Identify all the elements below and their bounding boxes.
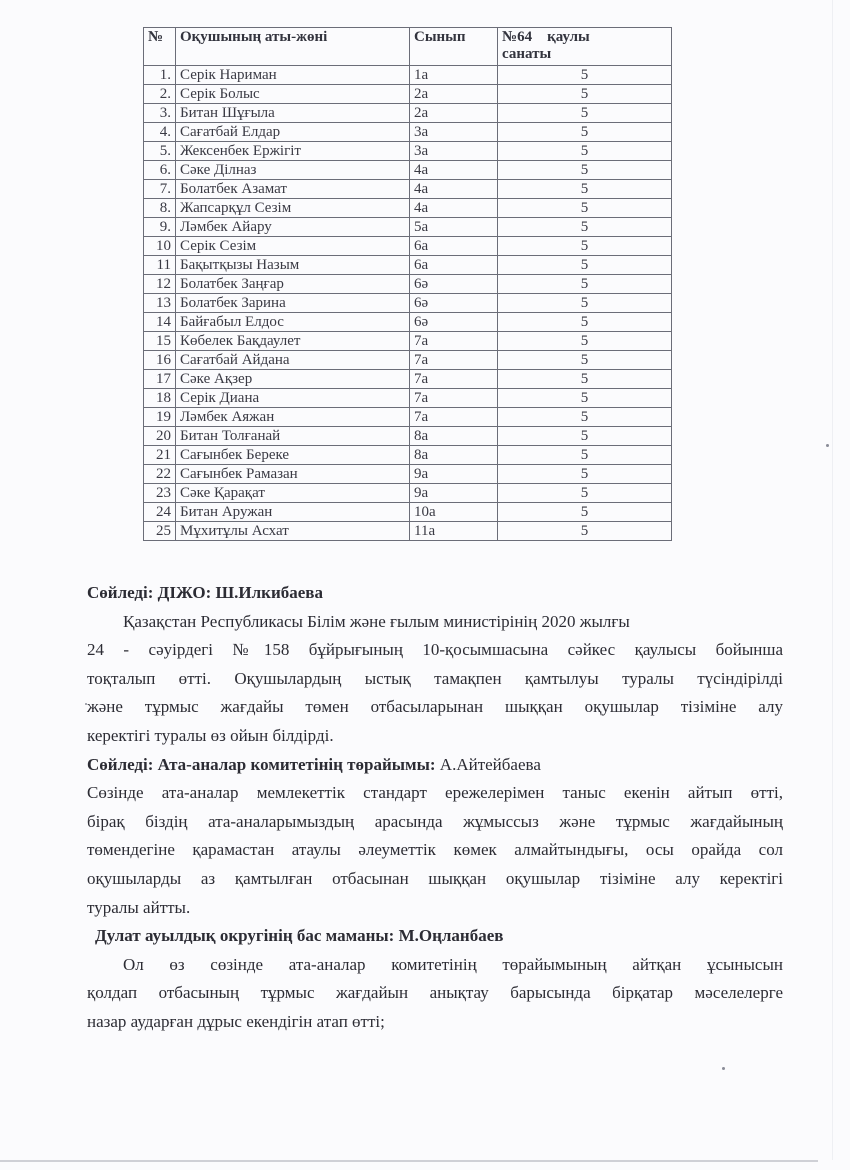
student-class: 7а (410, 351, 498, 370)
row-number: 16 (144, 351, 176, 370)
header-category (498, 28, 672, 66)
speech-heading (87, 751, 783, 780)
speech-line: Сөзінде ата-аналар мемлекеттік стандарт ережелерімен таныс екенін айтып өтті, (87, 783, 783, 803)
row-number: 10 (144, 237, 176, 256)
table-row (144, 218, 672, 237)
table-row (144, 161, 672, 180)
table-row (144, 484, 672, 503)
table-row (144, 275, 672, 294)
student-name: Сағатбай Айдана (176, 351, 410, 370)
category-value: 5 (498, 503, 672, 522)
row-number: 3. (144, 104, 176, 123)
category-value: 5 (498, 351, 672, 370)
student-class: 9а (410, 484, 498, 503)
category-value: 5 (498, 294, 672, 313)
student-name: Болатбек Азамат (176, 180, 410, 199)
table-row (144, 408, 672, 427)
table-row (144, 66, 672, 85)
row-number: 25 (144, 522, 176, 541)
category-value: 5 (498, 465, 672, 484)
speeches (87, 579, 783, 1037)
category-value: 5 (498, 522, 672, 541)
student-class: 6ә (410, 294, 498, 313)
speech-line: керектігі туралы өз ойын білдірді. (87, 725, 334, 745)
student-class: 7а (410, 332, 498, 351)
speech-line: қолдап отбасының тұрмыс жағдайын анықтау барысында бірқатар мәселелерге (87, 983, 783, 1003)
category-value: 5 (498, 85, 672, 104)
table-row (144, 142, 672, 161)
table-row (144, 294, 672, 313)
student-name: Битан Аружан (176, 503, 410, 522)
student-class: 2а (410, 85, 498, 104)
row-number: 1. (144, 66, 176, 85)
category-value: 5 (498, 180, 672, 199)
table-row (144, 85, 672, 104)
row-number: 5. (144, 142, 176, 161)
category-value: 5 (498, 313, 672, 332)
student-name: Серік Нариман (176, 66, 410, 85)
student-class: 1а (410, 66, 498, 85)
scan-speck (722, 1067, 725, 1070)
category-value: 5 (498, 275, 672, 294)
row-number: 15 (144, 332, 176, 351)
students-table (143, 27, 672, 541)
category-value: 5 (498, 142, 672, 161)
student-class: 5а (410, 218, 498, 237)
student-name: Сәке Ақзер (176, 370, 410, 389)
table-row (144, 465, 672, 484)
student-class: 3а (410, 123, 498, 142)
header-category-text: №64 қаулы санаты (502, 29, 594, 62)
student-name: Серік Сезім (176, 237, 410, 256)
student-class: 10а (410, 503, 498, 522)
speech-line: және тұрмыс жағдайы төмен отбасыларынан шыққан оқушылар тізіміне алу (87, 697, 783, 717)
student-name: Мұхитұлы Асхат (176, 522, 410, 541)
student-name: Битан Толғанай (176, 427, 410, 446)
student-class: 6ә (410, 313, 498, 332)
category-value: 5 (498, 256, 672, 275)
speech-heading: Сөйледі: ДІЖО: Ш.Илкибаева (87, 583, 323, 602)
row-number: 11 (144, 256, 176, 275)
student-name: Сағынбек Рамазан (176, 465, 410, 484)
table-row (144, 199, 672, 218)
row-number: 7. (144, 180, 176, 199)
row-number: 9. (144, 218, 176, 237)
table-row (144, 104, 672, 123)
student-class: 4а (410, 180, 498, 199)
row-number: 22 (144, 465, 176, 484)
table-row (144, 332, 672, 351)
student-name: Болатбек Зарина (176, 294, 410, 313)
student-name: Ләмбек Аяжан (176, 408, 410, 427)
row-number: 21 (144, 446, 176, 465)
table-row (144, 370, 672, 389)
student-name: Серік Диана (176, 389, 410, 408)
speech-heading-name: А.Айтейбаева (435, 754, 541, 774)
table-row (144, 256, 672, 275)
category-value: 5 (498, 218, 672, 237)
student-class: 8а (410, 427, 498, 446)
table-row (144, 503, 672, 522)
students-table-body (144, 66, 672, 541)
student-name: Көбелек Бақдаулет (176, 332, 410, 351)
student-name: Байғабыл Елдос (176, 313, 410, 332)
student-class: 3а (410, 142, 498, 161)
speech-line: тоқталып өтті. Оқушылардың ыстық тамақпен қамтылуы туралы түсіндірілді (87, 668, 783, 688)
category-value: 5 (498, 446, 672, 465)
speech-heading-role: Сөйледі: Ата-аналар комитетінің төрайымы: (87, 754, 436, 774)
speech-line: оқушыларды аз қамтылған отбасынан шыққан оқушылар тізіміне алу керектігі (87, 868, 783, 888)
student-class: 8а (410, 446, 498, 465)
speech-line: туралы айтты. (87, 897, 191, 917)
speech-ilkibaeva (87, 579, 783, 751)
row-number: 2. (144, 85, 176, 104)
header-student-name: Оқушының аты-жөні (176, 28, 410, 66)
category-value: 5 (498, 199, 672, 218)
student-class: 6а (410, 237, 498, 256)
speech-line: төмендегіне қарамастан атаулы әлеуметтік көмек алмайтындығы, осы орайда сол (87, 840, 783, 860)
student-class: 9а (410, 465, 498, 484)
header-class: Сынып (410, 28, 498, 66)
student-name: Серік Болыс (176, 85, 410, 104)
category-value: 5 (498, 66, 672, 85)
category-value: 5 (498, 332, 672, 351)
student-class: 7а (410, 389, 498, 408)
row-number: 14 (144, 313, 176, 332)
table-row (144, 123, 672, 142)
speech-line: 24 - сәуірдегі №158 бұйрығының 10-қосымшасына сәйкес қаулысы бойынша (87, 640, 783, 660)
category-value: 5 (498, 389, 672, 408)
student-class: 2а (410, 104, 498, 123)
student-class: 6а (410, 256, 498, 275)
student-name: Жексенбек Ержігіт (176, 142, 410, 161)
category-value: 5 (498, 427, 672, 446)
speech-aiteibaeva (87, 751, 783, 923)
student-name: Бақытқызы Назым (176, 256, 410, 275)
table-header-row (144, 28, 672, 66)
category-value: 5 (498, 237, 672, 256)
category-value: 5 (498, 123, 672, 142)
row-number: 13 (144, 294, 176, 313)
table-row (144, 427, 672, 446)
table-row (144, 351, 672, 370)
student-class: 7а (410, 370, 498, 389)
table-row (144, 180, 672, 199)
row-number: 19 (144, 408, 176, 427)
table-row (144, 389, 672, 408)
category-value: 5 (498, 408, 672, 427)
speech-line: Қазақстан Республикасы Білім және ғылым министірінің 2020 жылғы (123, 611, 630, 631)
student-name: Битан Шұғыла (176, 104, 410, 123)
student-name: Сәке Ділназ (176, 161, 410, 180)
speech-line: бірақ біздің ата-аналарымыздың арасында жұмыссыз және тұрмыс жағдайының (87, 811, 783, 831)
row-number: 4. (144, 123, 176, 142)
table-row (144, 313, 672, 332)
page-edge (0, 1160, 818, 1162)
student-class: 4а (410, 161, 498, 180)
row-number: 20 (144, 427, 176, 446)
row-number: 24 (144, 503, 176, 522)
category-value: 5 (498, 484, 672, 503)
table-row (144, 446, 672, 465)
speech-onlanbaev (87, 922, 783, 1036)
student-class: 7а (410, 408, 498, 427)
row-number: 12 (144, 275, 176, 294)
row-number: 6. (144, 161, 176, 180)
student-name: Сағатбай Елдар (176, 123, 410, 142)
student-name: Сағынбек Береке (176, 446, 410, 465)
student-name: Ләмбек Айару (176, 218, 410, 237)
category-value: 5 (498, 370, 672, 389)
table-row (144, 237, 672, 256)
student-class: 11а (410, 522, 498, 541)
row-number: 17 (144, 370, 176, 389)
table-row (144, 522, 672, 541)
student-class: 4а (410, 199, 498, 218)
student-class: 6ә (410, 275, 498, 294)
row-number: 18 (144, 389, 176, 408)
category-value: 5 (498, 104, 672, 123)
row-number: 23 (144, 484, 176, 503)
student-name: Сәке Қарақат (176, 484, 410, 503)
student-name: Болатбек Заңғар (176, 275, 410, 294)
speech-line: назар аударған дұрыс екендігін атап өтті; (87, 1011, 385, 1031)
header-number: № (144, 28, 176, 66)
row-number: 8. (144, 199, 176, 218)
student-name: Жапсарқұл Сезім (176, 199, 410, 218)
speech-line: Ол өз сөзінде ата-аналар комитетінің төрайымының айтқан ұсынысын (123, 954, 783, 974)
speech-heading: Дулат ауылдық округінің бас маманы: М.Оңланбаев (95, 926, 504, 946)
category-value: 5 (498, 161, 672, 180)
